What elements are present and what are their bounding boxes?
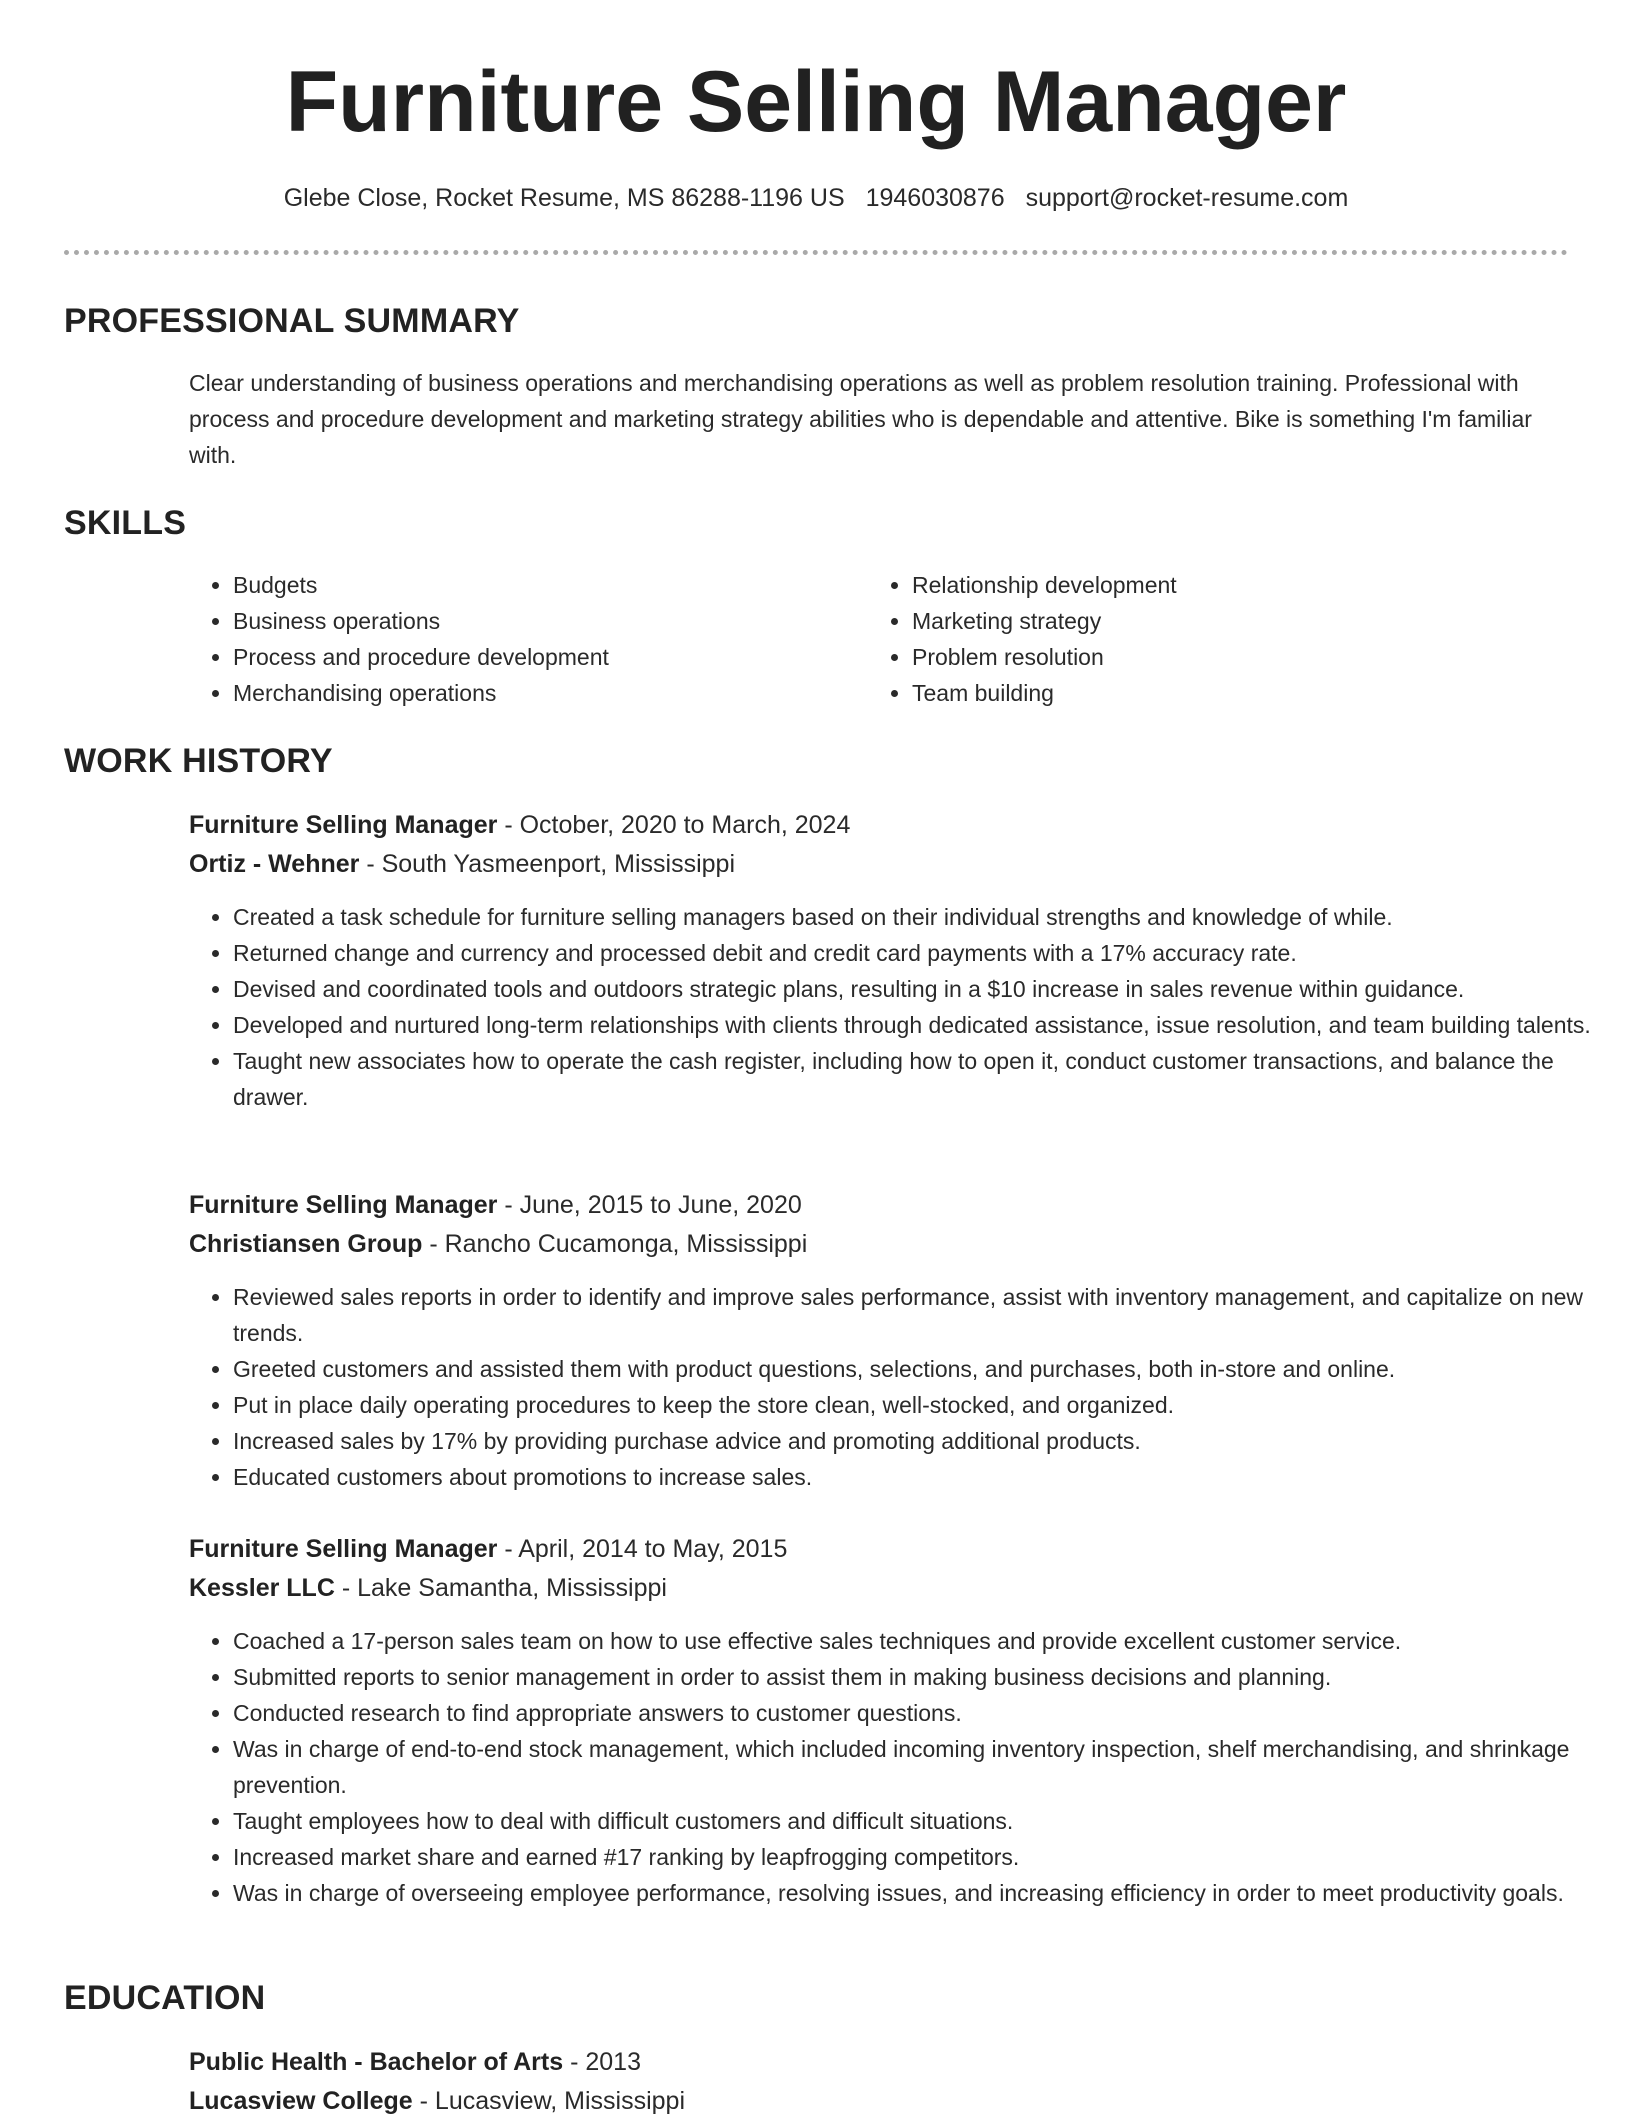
job-dates: - April, 2014 to May, 2015 (497, 1535, 788, 1563)
contact-phone: 1946030876 (865, 184, 1005, 212)
job-title-line (189, 1186, 1569, 1224)
education-location: - Lucasview, Mississippi (412, 2087, 686, 2115)
education-school-line (189, 2082, 1569, 2120)
education-degree-line (189, 2043, 1569, 2081)
job-bullet: • Developed and nurtured long-term relationships with clients through dedicated assistance, issue resolution, and team building talents. (233, 1007, 1613, 1043)
job-bullets (189, 1279, 1613, 1495)
job-role: Furniture Selling Manager (189, 1535, 498, 1563)
job-location: - Lake Samantha, Mississippi (334, 1574, 667, 1602)
job-bullet: • Put in place daily operating procedures to keep the store clean, well-stocked, and organized. (233, 1387, 1613, 1423)
job-bullet: • Taught new associates how to operate the cash register, including how to open it, conduct customer transactions, and balance the drawer. (233, 1043, 1613, 1115)
job-company-line (189, 1569, 1569, 1607)
job-bullet: • Taught employees how to deal with difficult customers and difficult situations. (233, 1803, 1613, 1839)
skill-item: • Process and procedure development (233, 639, 863, 675)
summary-text: Clear understanding of business operations and merchandising operations as well as problem resolution training. Professional with process and procedure development and marketing strategy abilities who is dependable and attentive. Bike is something I'm familiar with. (189, 370, 1532, 468)
job-bullet: • Greeted customers and assisted them with product questions, selections, and purchases, both in-store and online. (233, 1351, 1613, 1387)
job-location: - South Yasmeenport, Mississippi (359, 850, 736, 878)
skill-item: • Problem resolution (912, 639, 1592, 675)
contact-line (0, 180, 1632, 216)
resume-name: Furniture Selling Manager (285, 54, 1347, 150)
contact-email: support@rocket-resume.com (1025, 184, 1349, 212)
summary-heading: PROFESSIONAL SUMMARY (64, 302, 520, 340)
education-degree: Public Health - Bachelor of Arts (189, 2048, 564, 2076)
job-dates: - October, 2020 to March, 2024 (497, 811, 851, 839)
work-heading: WORK HISTORY (64, 742, 333, 780)
education-school: Lucasview College (189, 2087, 413, 2115)
job-location: - Rancho Cucamonga, Mississippi (422, 1230, 808, 1258)
skill-item: • Marketing strategy (912, 603, 1592, 639)
job-title-line (189, 806, 1569, 844)
job-bullets (189, 1623, 1613, 1911)
skills-heading: SKILLS (64, 504, 187, 542)
job-bullet: • Submitted reports to senior management in order to assist them in making business decisions and planning. (233, 1659, 1613, 1695)
job-company: Christiansen Group (189, 1230, 423, 1258)
skills-list-left (189, 567, 863, 711)
skill-item: • Relationship development (912, 567, 1592, 603)
job-company-line (189, 1225, 1569, 1263)
skills-list-right (868, 567, 1592, 711)
job-bullet: • Increased market share and earned #17 ranking by leapfrogging competitors. (233, 1839, 1613, 1875)
education-year: - 2013 (563, 2048, 641, 2076)
job-bullet: • Created a task schedule for furniture selling managers based on their individual strengths and knowledge of while. (233, 899, 1613, 935)
job-dates: - June, 2015 to June, 2020 (497, 1191, 802, 1219)
job-bullet: • Conducted research to find appropriate answers to customer questions. (233, 1695, 1613, 1731)
job-bullet: • Returned change and currency and processed debit and credit card payments with a 17% accuracy rate. (233, 935, 1613, 971)
skill-item: • Budgets (233, 567, 863, 603)
job-bullet: • Educated customers about promotions to increase sales. (233, 1459, 1613, 1495)
job-company: Ortiz - Wehner (189, 850, 360, 878)
skill-item: • Team building (912, 675, 1592, 711)
job-bullet: • Increased sales by 17% by providing purchase advice and promoting additional products. (233, 1423, 1613, 1459)
job-title-line (189, 1530, 1569, 1568)
skill-item: • Business operations (233, 603, 863, 639)
job-bullet: • Reviewed sales reports in order to identify and improve sales performance, assist with inventory management, and capitalize on new trends. (233, 1279, 1613, 1351)
job-bullets (189, 899, 1613, 1115)
job-role: Furniture Selling Manager (189, 811, 498, 839)
job-bullet: • Was in charge of overseeing employee performance, resolving issues, and increasing efficiency in order to meet productivity goals. (233, 1875, 1613, 1911)
skill-item: • Merchandising operations (233, 675, 863, 711)
job-bullet: • Devised and coordinated tools and outdoors strategic plans, resulting in a $10 increase in sales revenue within guidance. (233, 971, 1613, 1007)
job-company-line (189, 845, 1569, 883)
header-divider (64, 250, 1568, 255)
contact-address: Glebe Close, Rocket Resume, MS 86288-1196 US (283, 184, 845, 212)
job-bullet: • Coached a 17-person sales team on how to use effective sales techniques and provide excellent customer service. (233, 1623, 1613, 1659)
job-role: Furniture Selling Manager (189, 1191, 498, 1219)
education-heading: EDUCATION (64, 1979, 266, 2017)
job-company: Kessler LLC (189, 1574, 335, 1602)
job-bullet: • Was in charge of end-to-end stock management, which included incoming inventory inspection, shelf merchandising, and shrinkage prevention. (233, 1731, 1613, 1803)
